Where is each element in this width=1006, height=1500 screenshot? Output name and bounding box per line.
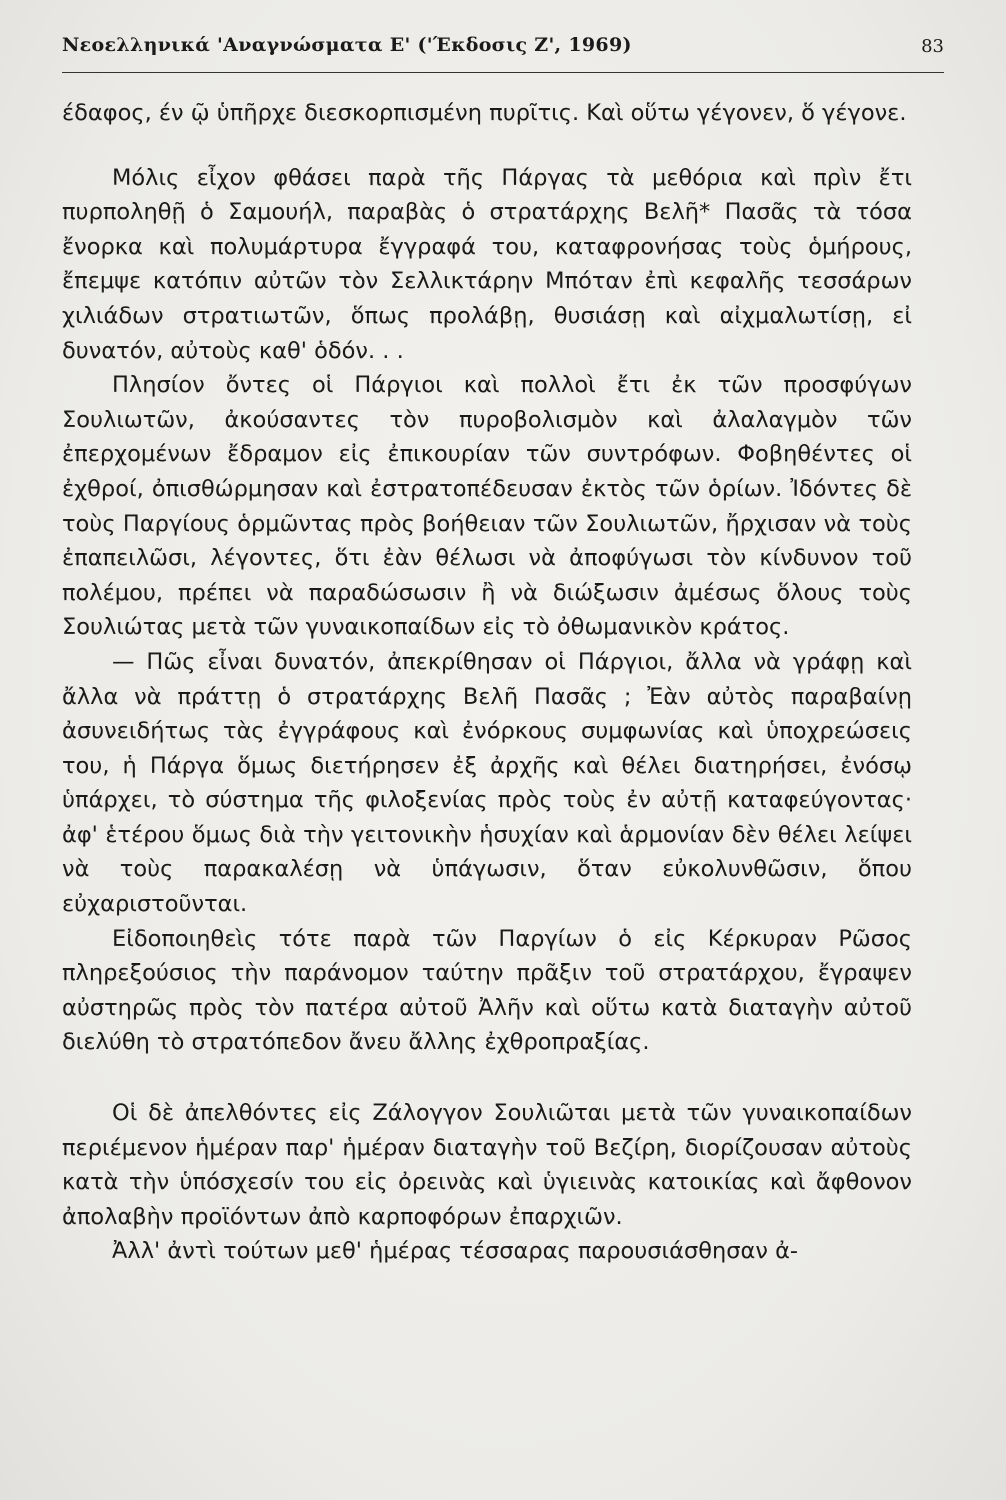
running-header xyxy=(62,34,944,66)
header-rule xyxy=(62,72,944,73)
body-text xyxy=(62,96,912,1269)
page-number: 83 xyxy=(921,36,944,57)
paragraph-1: έδαφος, έν ῷ ὑπῆρχε διεσκορπισμένη πυρῖτις. Καὶ οὕτω γέγονεν, ὅ γέγονε. xyxy=(62,100,907,126)
paragraph-2: Μόλις εἶχον φθάσει παρὰ τῆς Πάργας τὰ μεθόρια καὶ πρὶν ἔτι πυρποληθῇ ὁ Σαμουήλ, παραβὰς ὁ στρατάρχης Βελῆ* Πασᾶς τὰ τόσα ἔνορκα καὶ πολυμάρτυρα ἔγγραφά του, καταφρονήσας τοὺς ὁμήρους, ἔπεμψε κατόπιν αὐτῶν τὸν Σελλικτάρην Μπόταν ἐπὶ κεφαλῆς τεσσάρων χιλιάδων στρατιωτῶν, ὅπως προλάβῃ, θυσιάσῃ καὶ αἰχμαλωτίσῃ, εἰ δυνατόν, αὐτοὺς καθ' ὁδόν. . . xyxy=(62,164,912,364)
paragraph-6: Οἱ δὲ ἀπελθόντες εἰς Ζάλογγον Σουλιῶται μετὰ τῶν γυναικοπαίδων περιέμενον ἡμέραν παρ' ἡμέραν διαταγὴν τοῦ Βεζίρη, διορίζουσαν αὐτοὺς κατὰ τὴν ὑπόσχεσίν του εἰς ὀρεινὰς καὶ ὑγιεινὰς κατοικίας καὶ ἄφθονον ἀπολαβὴν προϊόντων ἀπὸ καρποφόρων ἐπαρχιῶν. xyxy=(62,1100,912,1230)
paragraph-3: Πλησίον ὄντες οἱ Πάργιοι καὶ πολλοὶ ἔτι ἐκ τῶν προσφύγων Σουλιωτῶν, ἀκούσαντες τὸν πυροβολισμὸν καὶ ἀλαλαγμὸν τῶν ἐπερχομένων ἔδραμον εἰς ἐπικουρίαν τῶν συντρόφων. Φοβηθέντες οἱ ἐχθροί, ὀπισθώρμησαν καὶ ἐστρατοπέδευσαν ἐκτὸς τῶν ὁρίων. Ἰδόντες δὲ τοὺς Παργίους ὁρμῶντας πρὸς βοήθειαν τῶν Σουλιωτῶν, ἤρχισαν νὰ τοὺς ἐπαπειλῶσι, λέγοντες, ὅτι ἐὰν θέλωσι νὰ ἀποφύγωσι τὸν κίνδυνον τοῦ πολέμου, πρέπει νὰ παραδώσωσιν ἢ νὰ διώξωσιν ἀμέσως ὅλους τοὺς Σουλιώτας μετὰ τῶν γυναικοπαίδων εἰς τὸ ὀθωμανικὸν κράτος. xyxy=(62,372,912,641)
header-title: Νεοελληνικά 'Αναγνώσματα Ε' ('Έκδοσις Ζ', 1969) xyxy=(62,34,632,56)
paragraph-7: Ἀλλ' ἀντὶ τούτων μεθ' ἡμέρας τέσσαρας παρουσιάσθησαν ἀ- xyxy=(112,1238,799,1265)
paragraph-5: Εἰδοποιηθεὶς τότε παρὰ τῶν Παργίων ὁ εἰς Κέρκυραν Ρῶσος πληρεξούσιος τὴν παράνομον ταύτην πρᾶξιν τοῦ στρατάρχου, ἔγραψεν αὐστηρῶς πρὸς τὸν πατέρα αὐτοῦ Ἀλῆν καὶ οὕτω κατὰ διαταγὴν αὐτοῦ διελύθη τὸ στρατόπεδον ἄνευ ἄλλης ἐχθροπραξίας. xyxy=(62,925,912,1056)
paragraph-4: — Πῶς εἶναι δυνατόν, ἀπεκρίθησαν οἱ Πάργιοι, ἄλλα νὰ γράφῃ καὶ ἄλλα νὰ πράττῃ ὁ στρατάρχης Βελῆ Πασᾶς ; Ἐὰν αὐτὸς παραβαίνῃ ἀσυνειδήτως τὰς ἐγγράφους καὶ ἐνόρκους συμφωνίας καὶ ὑποχρεώσεις του, ἡ Πάργα ὅμως διετήρησεν ἐξ ἀρχῆς καὶ θέλει διατηρήσει, ἐνόσῳ ὑπάρχει, τὸ σύστημα τῆς φιλοξενίας πρὸς τοὺς ἐν αὐτῇ καταφεύγοντας· ἀφ' ἑτέρου ὅμως διὰ τὴν γειτονικὴν ἡσυχίαν καὶ ἁρμονίαν δὲν θέλει λείψει νὰ τοὺς παρακαλέσῃ νὰ ὑπάγωσιν, ὅταν εὐκολυνθῶσιν, ὅπου εὐχαριστοῦνται. xyxy=(62,648,912,918)
